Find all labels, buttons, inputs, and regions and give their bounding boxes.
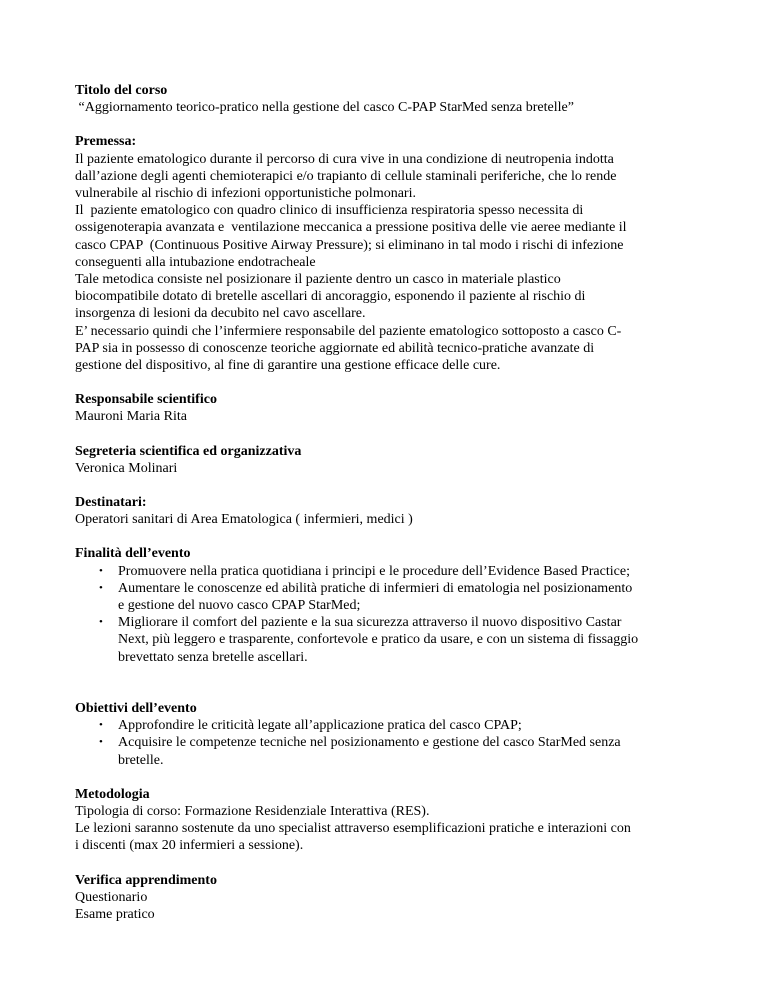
recipients-heading: Destinatari: — [75, 495, 147, 511]
purpose-section — [75, 545, 728, 665]
bullet-icon: • — [99, 564, 103, 577]
course-title: “Aggiornamento teorico-pratico nella gestione del casco C-PAP StarMed senza bretelle” — [75, 100, 574, 116]
purpose-heading: Finalità dell’evento — [75, 546, 191, 562]
list-item-line: Aumentare le conoscenze ed abilità pratiche di infermieri di ematologia nel posizionamento — [118, 580, 633, 596]
methodology-heading: Metodologia — [75, 786, 150, 802]
premise-line: insorgenza di lesioni da decubito nel cavo ascellare. — [75, 306, 366, 322]
bullet-icon: • — [99, 616, 103, 629]
secretariat-heading: Segreteria scientifica ed organizzativa — [75, 443, 302, 459]
premise-line: Il paziente ematologico durante il percorso di cura vive in una condizione di neutropenia indotta — [75, 151, 614, 167]
list-item-line: brevettato senza bretelle ascellari. — [118, 649, 308, 665]
list-item — [75, 614, 728, 666]
list-item-line: Next, più leggero e trasparente, confortevole e pratico da usare, e con un sistema di fissaggio — [118, 632, 639, 648]
objectives-section — [75, 700, 728, 769]
assessment-line: Esame pratico — [75, 906, 155, 922]
list-item-line: Promuovere nella pratica quotidiana i principi e le procedure dell’Evidence Based Practice; — [118, 563, 630, 579]
secretariat-section — [75, 443, 728, 477]
premise-line: biocompatibile dotato di bretelle ascellari di ancoraggio, esponendo il paziente al rischio di — [75, 289, 586, 305]
purpose-list — [75, 563, 728, 666]
list-item-line: Approfondire le criticità legate all’applicazione pratica del casco CPAP; — [118, 718, 522, 734]
premise-line: dall’azione degli agenti chemioterapici e/o trapianto di cellule staminali periferiche, che lo rende — [75, 168, 617, 184]
scientific-lead-heading: Responsabile scientifico — [75, 392, 217, 408]
recipients-section — [75, 494, 728, 528]
premise-heading: Premessa: — [75, 134, 137, 150]
objectives-list — [75, 717, 728, 769]
premise-section — [75, 133, 728, 374]
bullet-icon: • — [99, 581, 103, 594]
secretariat-name: Veronica Molinari — [75, 460, 178, 476]
list-item-line: Migliorare il comfort del paziente e la sua sicurezza attraverso il nuovo dispositivo Castar — [118, 615, 622, 631]
course-heading: Titolo del corso — [75, 83, 168, 98]
premise-line: casco CPAP (Continuous Positive Airway Pressure); si eliminano in tal modo i rischi di infezione — [75, 237, 624, 253]
scientific-lead-name: Mauroni Maria Rita — [75, 409, 187, 425]
methodology-line: i discenti (max 20 infermieri a sessione). — [75, 838, 304, 854]
course-section — [75, 82, 728, 116]
list-item — [75, 580, 728, 614]
premise-line: Tale metodica consiste nel posizionare il paziente dentro un casco in materiale plastico — [75, 272, 561, 288]
list-item — [75, 717, 728, 734]
premise-line: conseguenti alla intubazione endotracheale — [75, 254, 316, 270]
bullet-icon: • — [99, 719, 103, 732]
premise-line: Il paziente ematologico con quadro clinico di insufficienza respiratoria spesso necessita di — [75, 203, 584, 219]
premise-line: E’ necessario quindi che l’infermiere responsabile del paziente ematologico sottoposto a casco C- — [75, 323, 622, 339]
methodology-line: Tipologia di corso: Formazione Residenziale Interattiva (RES). — [75, 803, 430, 819]
recipients-text: Operatori sanitari di Area Ematologica ( infermieri, medici ) — [75, 512, 413, 528]
premise-line: PAP sia in possesso di conoscenze teoriche aggiornate ed abilità tecnico-pratiche avanzate di — [75, 340, 595, 356]
premise-line: ossigenoterapia avanzata e ventilazione meccanica a pressione positiva delle vie aeree mediante il — [75, 220, 627, 236]
methodology-section — [75, 786, 728, 855]
assessment-heading: Verifica apprendimento — [75, 872, 217, 888]
scientific-lead-section — [75, 391, 728, 425]
objectives-heading: Obiettivi dell’evento — [75, 700, 197, 716]
list-item — [75, 734, 728, 768]
premise-line: gestione del dispositivo, al fine di garantire una gestione efficace delle cure. — [75, 358, 501, 374]
list-item-line: Acquisire le competenze tecniche nel posizionamento e gestione del casco StarMed senza — [118, 735, 621, 751]
premise-line: vulnerabile al rischio di infezioni opportunistiche polmonari. — [75, 186, 416, 202]
methodology-line: Le lezioni saranno sostenute da uno specialist attraverso esemplificazioni pratiche e interazioni con — [75, 821, 631, 837]
list-item — [75, 563, 728, 580]
bullet-icon: • — [99, 736, 103, 749]
assessment-section — [75, 872, 728, 924]
assessment-line: Questionario — [75, 889, 148, 905]
list-item-line: e gestione del nuovo casco CPAP StarMed; — [118, 598, 361, 614]
list-item-line: bretelle. — [118, 752, 164, 768]
